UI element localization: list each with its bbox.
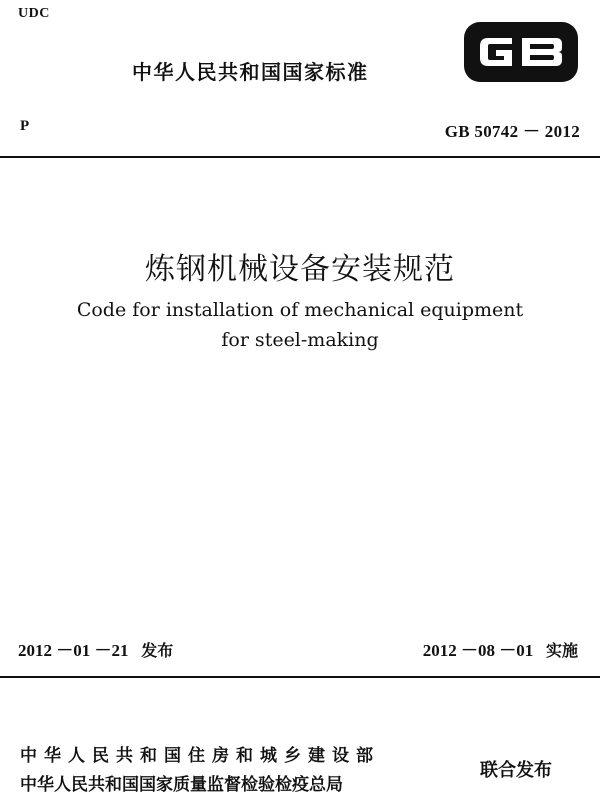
document-title-chinese: 炼钢机械设备安装规范 bbox=[145, 252, 455, 287]
footer-divider bbox=[0, 676, 600, 678]
implementation-date: 2012 －08 －01 bbox=[422, 641, 534, 660]
gb-logo-graphic bbox=[462, 20, 580, 84]
udc-label: UDC bbox=[18, 6, 50, 21]
joint-issue-label: 联合发布 bbox=[480, 760, 552, 781]
category-code: P bbox=[20, 118, 30, 134]
issuer-aqsiq: 中华人民共和国国家质量监督检验检疫总局 bbox=[20, 775, 343, 795]
standard-number: GB 50742 － 2012 bbox=[444, 122, 580, 141]
issue-date: 2012 －01 －21 bbox=[18, 641, 129, 660]
gb-logo bbox=[462, 20, 580, 84]
implementation-label: 实施 bbox=[545, 641, 578, 660]
national-standard-heading: 中华人民共和国国家标准 bbox=[132, 60, 369, 84]
header-divider bbox=[0, 156, 600, 158]
issue-date-block bbox=[18, 636, 173, 661]
issuer-ministry-housing: 中华人民共和国住房和城乡建设部 bbox=[20, 746, 380, 766]
implementation-date-block bbox=[423, 636, 578, 661]
document-title-english-line2: for steel-making bbox=[221, 329, 379, 351]
issue-label: 发布 bbox=[141, 641, 174, 660]
document-title-english-line1: Code for installation of mechanical equipment bbox=[76, 299, 524, 321]
